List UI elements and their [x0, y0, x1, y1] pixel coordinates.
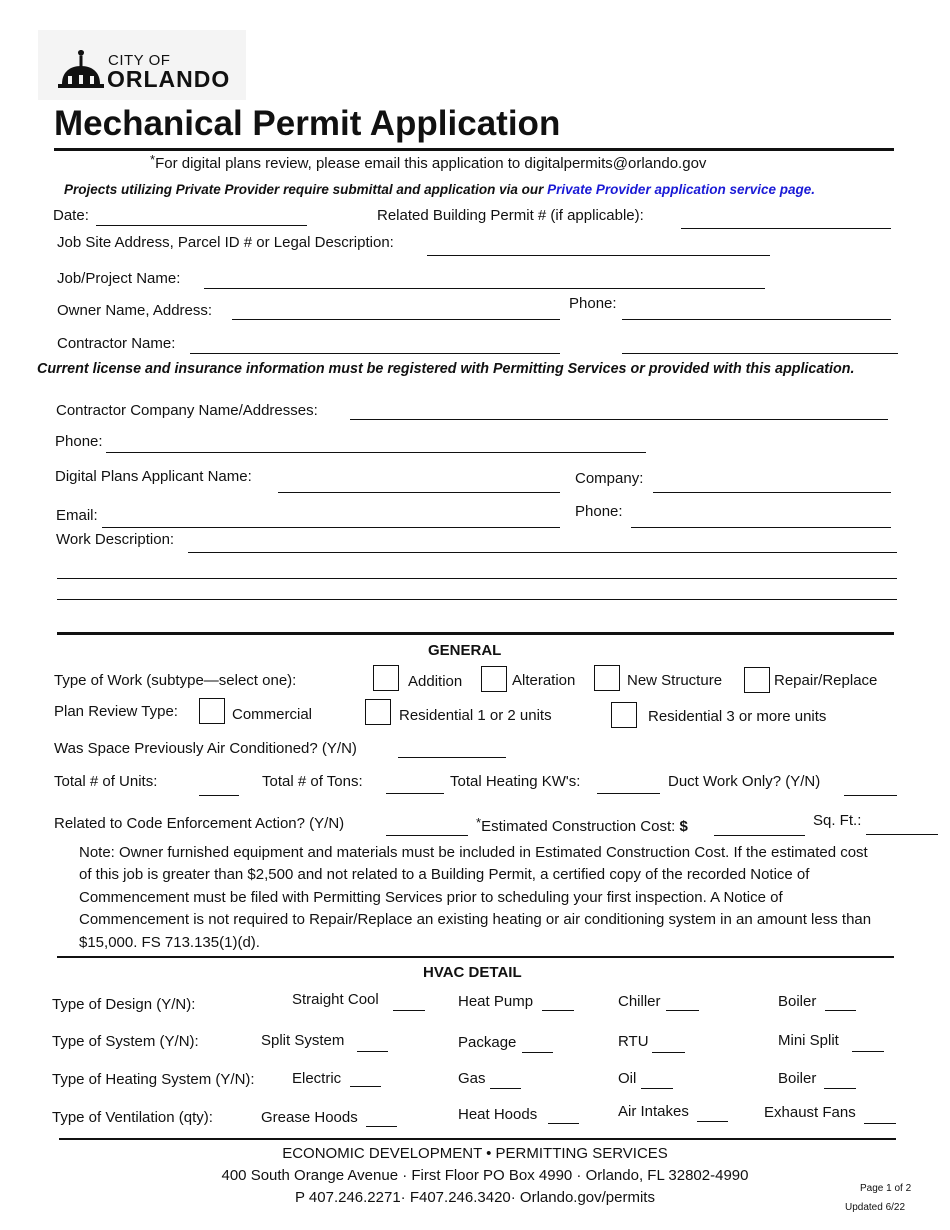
est-cost-field[interactable]: [714, 818, 805, 836]
oil-field[interactable]: [641, 1071, 673, 1089]
date-label: Date:: [53, 207, 89, 224]
job-name-field[interactable]: [204, 271, 765, 289]
type-of-ventilation-label: Type of Ventilation (qty):: [52, 1109, 213, 1126]
heat-pump-design-label: Heat Pump: [458, 993, 534, 1010]
air-intakes-label: Air Intakes: [618, 1103, 689, 1120]
city-dome-icon: [56, 48, 106, 92]
private-provider-link[interactable]: Private Provider application service page.: [547, 182, 816, 197]
duct-work-field[interactable]: [844, 778, 897, 796]
new-structure-checkbox[interactable]: [594, 665, 620, 691]
type-of-work-label: Type of Work (subtype—select one):: [54, 672, 297, 689]
grease-hoods-label: Grease Hoods: [261, 1109, 358, 1126]
email-field[interactable]: [102, 510, 560, 528]
heat-pump-design-field[interactable]: [542, 993, 574, 1011]
hvac-rule: [57, 956, 894, 958]
type-of-heating-label: Type of Heating System (Y/N):: [52, 1071, 255, 1088]
alteration-checkbox[interactable]: [481, 666, 507, 692]
digital-plans-note: [150, 152, 706, 172]
company-addresses-label: Contractor Company Name/Addresses:: [56, 402, 318, 419]
logo: [38, 30, 246, 100]
total-units-label: Total # of Units:: [54, 773, 158, 790]
private-provider-text: Projects utilizing Private Provider require submittal and application via our: [64, 182, 544, 197]
hvac-title: HVAC DETAIL: [423, 964, 522, 981]
chiller-label: Chiller: [618, 993, 661, 1010]
job-site-field[interactable]: [427, 238, 770, 256]
split-system-field[interactable]: [357, 1034, 388, 1052]
digital-note-star: *: [150, 152, 156, 167]
contractor-field[interactable]: [190, 336, 560, 354]
electric-label: Electric: [292, 1070, 342, 1087]
logo-line1: CITY OF: [108, 52, 171, 69]
job-site-label: Job Site Address, Parcel ID # or Legal Description:: [57, 234, 394, 251]
boiler-design-label: Boiler: [778, 993, 817, 1010]
boiler-design-field[interactable]: [825, 993, 856, 1011]
work-description-field[interactable]: [188, 535, 897, 553]
company-addresses-field[interactable]: [350, 402, 888, 420]
repair-replace-checkbox[interactable]: [744, 667, 770, 693]
space-ac-field[interactable]: [398, 740, 506, 758]
digital-applicant-field[interactable]: [278, 475, 560, 493]
heat-hoods-label: Heat Hoods: [458, 1106, 538, 1123]
commercial-checkbox[interactable]: [199, 698, 225, 724]
gas-field[interactable]: [490, 1071, 521, 1089]
footer-address: 400 South Orange Avenue · First Floor PO Box 4990 · Orlando, FL 32802-4990: [221, 1167, 749, 1184]
digital-applicant-label: Digital Plans Applicant Name:: [55, 468, 252, 485]
gas-label: Gas: [458, 1070, 486, 1087]
code-enforcement-field[interactable]: [386, 818, 468, 836]
new-structure-label: New Structure: [627, 672, 723, 689]
owner-label: Owner Name, Address:: [57, 302, 213, 319]
electric-field[interactable]: [350, 1069, 381, 1087]
company-field[interactable]: [653, 475, 891, 493]
date-field[interactable]: [96, 208, 307, 226]
residential-3-plus-checkbox[interactable]: [611, 702, 637, 728]
split-system-label: Split System: [261, 1032, 345, 1049]
commercial-label: Commercial: [232, 706, 313, 723]
type-of-design-label: Type of Design (Y/N):: [52, 996, 196, 1013]
license-note: Current license and insurance information must be registered with Permitting Services or provided with this application.: [37, 361, 855, 377]
boiler-heating-label: Boiler: [778, 1070, 817, 1087]
private-provider-note: [64, 182, 815, 197]
general-title: GENERAL: [428, 642, 502, 659]
related-permit-field[interactable]: [681, 211, 891, 229]
page-title: Mechanical Permit Application: [54, 104, 561, 143]
chiller-field[interactable]: [666, 993, 699, 1011]
heating-kw-label: Total Heating KW's:: [450, 773, 581, 790]
heating-kw-field[interactable]: [597, 776, 660, 794]
updated-date: Updated 6/22: [845, 1202, 906, 1213]
residential-3-plus-label: Residential 3 or more units: [648, 708, 827, 725]
oil-label: Oil: [618, 1070, 637, 1087]
digital-note-text: For digital plans review, please email this application to digitalpermits@orlando.gov: [155, 155, 707, 172]
footer-contact: P 407.246.2271· F407.246.3420· Orlando.gov/permits: [295, 1189, 655, 1206]
cost-note: Note: Owner furnished equipment and materials must be included in Estimated Construction Cost. If the estimated cost of this job is greater than $2,500 and not related to a Building Permit, a certified copy of the recorded Notice of Commencement must be filed with Permitting Services prior to scheduling your first inspection. A Notice of Commencement is not required to Repair/Replace an existing heating or air conditioning system in an amount less than $15,000. FS 713.135(1)(d).: [79, 844, 872, 951]
owner-field[interactable]: [232, 302, 560, 320]
exhaust-fans-label: Exhaust Fans: [764, 1104, 856, 1121]
email-label: Email:: [56, 507, 98, 524]
est-cost-label: *Estimated Construction Cost: $: [476, 815, 688, 835]
exhaust-fans-field[interactable]: [864, 1106, 896, 1124]
owner-phone-label: Phone:: [569, 295, 617, 312]
straight-cool-label: Straight Cool: [292, 991, 379, 1008]
work-description-line-3[interactable]: [57, 582, 897, 600]
heat-hoods-field[interactable]: [548, 1106, 579, 1124]
work-description-label: Work Description:: [56, 531, 175, 548]
company-label: Company:: [575, 470, 644, 487]
email-phone-label: Phone:: [575, 503, 623, 520]
work-description-line-2[interactable]: [57, 561, 897, 579]
alteration-label: Alteration: [512, 672, 576, 689]
mini-split-label: Mini Split: [778, 1032, 839, 1049]
job-name-label: Job/Project Name:: [57, 270, 181, 287]
addition-label: Addition: [408, 673, 463, 690]
logo-line2: ORLANDO: [107, 66, 231, 92]
page-number: Page 1 of 2: [860, 1183, 912, 1194]
plan-review-label: Plan Review Type:: [54, 703, 178, 720]
total-tons-label: Total # of Tons:: [262, 773, 363, 790]
mini-split-field[interactable]: [852, 1034, 884, 1052]
footer-line1: ECONOMIC DEVELOPMENT • PERMITTING SERVICES: [282, 1145, 668, 1162]
air-intakes-field[interactable]: [697, 1104, 728, 1122]
addition-checkbox[interactable]: [373, 665, 399, 691]
residential-1-2-label: Residential 1 or 2 units: [399, 707, 552, 724]
package-field[interactable]: [522, 1035, 553, 1053]
total-tons-field[interactable]: [386, 776, 444, 794]
total-units-field[interactable]: [199, 778, 239, 796]
sq-ft-field[interactable]: [866, 817, 938, 835]
general-rule: [57, 632, 894, 635]
title-rule: [54, 148, 894, 151]
package-label: Package: [458, 1034, 517, 1051]
rtu-field[interactable]: [652, 1035, 685, 1053]
related-permit-label: Related Building Permit # (if applicable):: [377, 207, 644, 224]
code-enforcement-label: Related to Code Enforcement Action? (Y/N): [54, 815, 345, 832]
boiler-heating-field[interactable]: [824, 1071, 856, 1089]
sq-ft-label: Sq. Ft.:: [813, 812, 862, 829]
footer-rule: [59, 1138, 896, 1140]
space-ac-label: Was Space Previously Air Conditioned? (Y/N): [54, 740, 357, 757]
repair-replace-label: Repair/Replace: [774, 672, 878, 689]
grease-hoods-field[interactable]: [366, 1109, 397, 1127]
owner-phone-field[interactable]: [622, 302, 891, 320]
phone-field[interactable]: [106, 435, 646, 453]
contractor-label: Contractor Name:: [57, 335, 176, 352]
email-phone-field[interactable]: [631, 510, 891, 528]
residential-1-2-checkbox[interactable]: [365, 699, 391, 725]
contractor-extra-field[interactable]: [622, 336, 898, 354]
type-of-system-label: Type of System (Y/N):: [52, 1033, 199, 1050]
duct-work-label: Duct Work Only? (Y/N): [668, 773, 821, 790]
phone-label: Phone:: [55, 433, 103, 450]
straight-cool-field[interactable]: [393, 993, 425, 1011]
rtu-label: RTU: [618, 1033, 649, 1050]
